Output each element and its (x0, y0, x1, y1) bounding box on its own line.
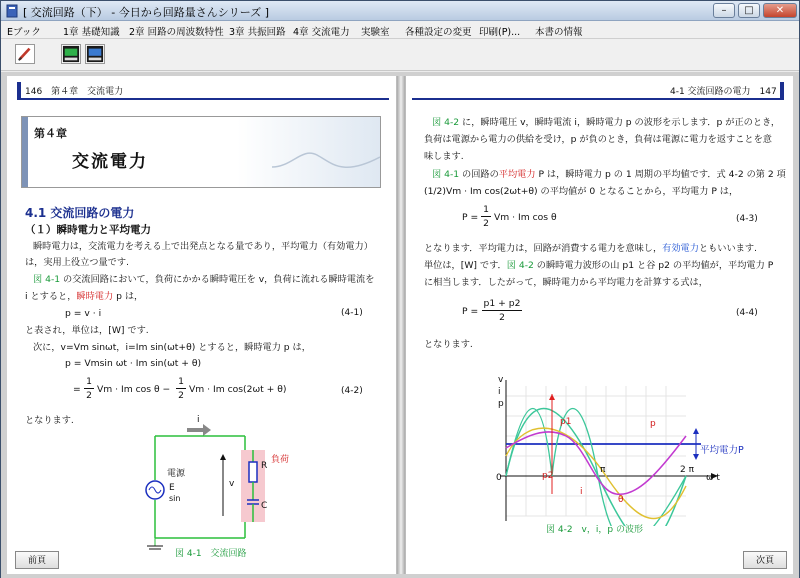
running-head-right: 4-1 交流回路の電力 147 (670, 87, 777, 97)
chapter-label: 第４章 (34, 127, 67, 140)
paragraph-line: に相当します．したがって，瞬時電力から平均電力を計算する式は， (424, 277, 708, 288)
figure-caption: 図 4-2 v，i，p の波形 (546, 525, 643, 535)
text-span: i とすると， (25, 291, 77, 302)
text-span: の瞬時電力波形の山 p1 と谷 p2 の平均値が，平均電力 P (533, 260, 774, 271)
pen-tool-icon[interactable] (15, 44, 35, 64)
source-symbol: E (169, 483, 175, 493)
resistor-label: R (261, 461, 268, 471)
paragraph-line: となります. (25, 415, 74, 426)
equation-term: Vm · Im cos θ − (97, 384, 171, 395)
fraction-denominator: 2 (499, 312, 505, 323)
origin-label: 0 (496, 473, 502, 483)
figure-link[interactable]: 図 4-1 (33, 274, 61, 285)
equation-number: (4-4) (736, 308, 758, 318)
pi-label: π (600, 465, 606, 475)
running-head-mark (780, 82, 784, 100)
menu-chapter4[interactable]: 4章 交流電力 (293, 27, 350, 38)
term-link[interactable]: 平均電力 (498, 169, 536, 180)
running-head-left: 146 第４章 交流電力 (25, 87, 124, 97)
menu-settings[interactable]: 各種設定の変更 (405, 27, 472, 38)
equation-number: (4-1) (341, 308, 363, 318)
menu-ebook[interactable]: Eブック (7, 27, 41, 38)
equation-4-2a: p = Vmsin ωt · Im sin(ωt + θ) (65, 358, 202, 369)
toolbar (1, 39, 799, 71)
figure-caption: 図 4-1 交流回路 (175, 549, 247, 559)
p2-label: p2 (542, 471, 554, 481)
fraction-numerator: p1 + p2 (483, 298, 521, 309)
paragraph-line: 負荷は電源から電力の供給を受け，p が負のとき，負荷は電源に電力を返すことを意 (424, 134, 772, 145)
axis-label-v: v (498, 375, 504, 385)
fraction-bar (481, 216, 491, 217)
text-span: ともいいます. (698, 243, 757, 254)
axis-label-i: i (498, 387, 501, 397)
source-subscript: sin (169, 494, 181, 503)
minimize-button[interactable]: – (713, 3, 735, 18)
chapter-header (21, 116, 381, 188)
menu-bar (1, 21, 799, 39)
omega-t-label: ω t (706, 473, 720, 483)
equation-number: (4-3) (736, 214, 758, 224)
p1-label: p1 (560, 417, 572, 427)
figure-link[interactable]: 図 4-2 (432, 117, 460, 128)
menu-about[interactable]: 本書の情報 (535, 27, 583, 38)
equation-rhs: Vm · Im cos θ (494, 212, 557, 223)
figure-link[interactable]: 図 4-1 (432, 169, 460, 180)
section-title: 4.1 交流回路の電力 (25, 206, 135, 220)
book-gutter (397, 76, 405, 574)
text-span: の交流回路において，負荷にかかる瞬時電圧を v，負荷に流れる瞬時電流を (60, 274, 375, 285)
paragraph-line: (1/2)Vm · Im cos(2ωt+θ) の平均値が 0 となることから，平均電力 P は， (424, 186, 739, 197)
i-curve-label: i (580, 487, 583, 497)
chapter-title: 交流電力 (72, 152, 148, 172)
source-label: 電源 (167, 469, 186, 479)
running-rule (412, 98, 782, 100)
equals-sign: = (73, 384, 81, 395)
equation-number: (4-2) (341, 386, 363, 396)
fraction-numerator: 1 (86, 376, 92, 387)
theta-label: θ (618, 495, 624, 505)
title-bar (1, 1, 799, 21)
paragraph-line: 次に，v=Vm sinωt，i=Im sin(ωt+θ) とすると，瞬時電力 p は， (33, 342, 311, 353)
current-label: i (197, 415, 200, 425)
term-link[interactable]: 瞬時電力 (76, 291, 114, 302)
paragraph-line: は，実用上役立つ量です. (25, 257, 129, 268)
text-span: P は，瞬時電力 p の 1 周期の平均値です．式 4-2 の第 2 項 (535, 169, 786, 180)
app-icon (5, 4, 19, 18)
fraction-numerator: 1 (483, 204, 489, 215)
text-span: p は， (113, 291, 144, 302)
text-span: となります．平均電力は，回路が消費する電力を意味し， (424, 243, 663, 254)
window-title: [ 交流回路（下） - 今日から回路量さんシリーズ ] (23, 6, 269, 19)
close-button[interactable]: ✕ (763, 3, 797, 18)
paragraph-line: と表され，単位は，[W] です. (25, 325, 149, 336)
menu-print[interactable]: 印刷(P)... (479, 27, 521, 38)
right-page (405, 76, 793, 574)
equation-term: Vm · Im cos(2ωt + θ) (189, 384, 287, 395)
fraction-bar (176, 388, 186, 389)
next-page-button[interactable]: 次頁 (743, 551, 787, 569)
fraction-numerator: 1 (178, 376, 184, 387)
axis-label-p: p (498, 399, 504, 409)
book-view (1, 72, 799, 578)
circuit-diagram (135, 412, 285, 562)
p-curve-label: p (650, 419, 656, 429)
paragraph-line (424, 257, 773, 274)
chapter-bar (22, 117, 28, 187)
figure-link[interactable]: 図 4-2 (506, 260, 534, 271)
chapter-wave-decoration (272, 127, 380, 183)
left-page (7, 76, 397, 574)
capacitor-label: C (261, 501, 268, 511)
paragraph-line (424, 240, 757, 257)
prev-page-button[interactable]: 前頁 (15, 551, 59, 569)
fraction-bar (482, 310, 522, 311)
voltage-label: v (229, 479, 235, 489)
term-link[interactable]: 有効電力 (662, 243, 699, 254)
equation-lhs: P = (462, 212, 479, 223)
fraction-denominator: 2 (178, 390, 184, 401)
load-label: 負荷 (271, 455, 290, 465)
two-pi-label: 2 π (680, 465, 695, 475)
text-span: の回路の (459, 169, 499, 180)
paragraph-line: となります. (424, 339, 473, 350)
text-span: 単位は，[W] です． (424, 260, 507, 271)
fraction-bar (84, 388, 94, 389)
fraction-denominator: 2 (86, 390, 92, 401)
text-span: に，瞬時電圧 v，瞬時電流 i，瞬時電力 p の波形を示します．p が正のとき， (459, 117, 781, 128)
paragraph-line (432, 114, 780, 131)
paragraph-line: 味します. (424, 151, 464, 162)
graph-icon[interactable] (61, 44, 81, 64)
average-power-label: 平均電力P (700, 445, 744, 456)
menu-lab[interactable]: 実験室 (361, 27, 390, 38)
fraction-denominator: 2 (483, 218, 489, 229)
equation-lhs: P = (462, 306, 479, 317)
menu-chapter1[interactable]: 1章 基礎知識 (63, 27, 120, 38)
equation-4-1: p = v · i (65, 308, 102, 319)
paragraph-line: 瞬時電力は，交流電力を考える上で出発点となる量であり，平均電力（有効電力） (33, 241, 373, 252)
paragraph-line (432, 166, 786, 183)
subsection-title: （１）瞬時電力と平均電力 (25, 224, 151, 236)
film-icon[interactable] (85, 44, 105, 64)
maximize-button[interactable]: □ (738, 3, 760, 18)
paragraph-line (33, 271, 374, 288)
running-rule (17, 98, 389, 100)
menu-chapter2[interactable]: 2章 回路の周波数特性 (129, 27, 224, 38)
paragraph-line (25, 288, 143, 305)
menu-chapter3[interactable]: 3章 共振回路 (229, 27, 286, 38)
